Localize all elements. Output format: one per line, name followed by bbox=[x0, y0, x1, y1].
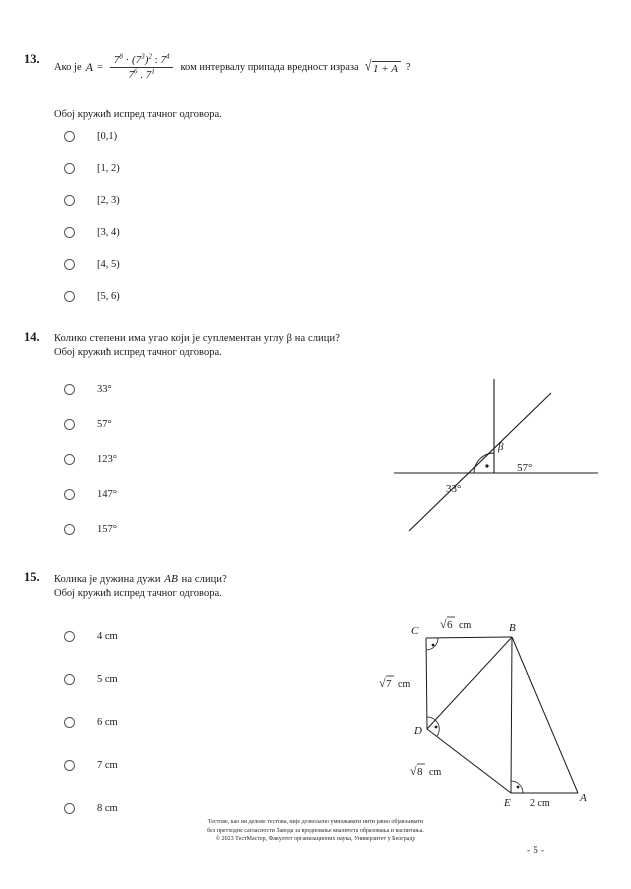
option-13-4[interactable] bbox=[64, 216, 120, 248]
footer-line-1: Тестове, као ни делове тестова, није дозвољено умножавати нити јавно објављивати bbox=[207, 819, 424, 825]
question-13-number: 13. bbox=[24, 52, 40, 66]
question-13-options bbox=[64, 120, 120, 312]
radicand-6: 6 bbox=[447, 619, 453, 631]
option-15-3-label: 6 cm bbox=[97, 717, 118, 728]
side-label-CB bbox=[440, 617, 471, 631]
side-label-DE bbox=[410, 764, 441, 778]
question-15-options bbox=[64, 615, 118, 830]
option-13-5-label: [4, 5) bbox=[97, 258, 120, 270]
fraction-denominator: $7^6$ . $7^1$ bbox=[128, 67, 155, 81]
question-15-segment: AB bbox=[164, 573, 178, 585]
radicand-7: 7 bbox=[386, 678, 392, 690]
option-15-1[interactable] bbox=[64, 615, 118, 658]
unit-6: cm bbox=[459, 620, 472, 631]
beta-label: β bbox=[498, 441, 504, 453]
radio-bubble-icon[interactable] bbox=[64, 454, 75, 465]
option-13-4-label: [3, 4) bbox=[97, 226, 120, 238]
sqrt-radicand: 1 + A bbox=[372, 61, 401, 75]
spiral-triangles-svg bbox=[378, 610, 608, 810]
right-angle-dot-icon-E bbox=[517, 786, 520, 789]
radio-bubble-icon[interactable] bbox=[64, 291, 75, 302]
radio-bubble-icon[interactable] bbox=[64, 259, 75, 270]
question-15-text bbox=[54, 572, 614, 587]
option-13-3[interactable] bbox=[64, 184, 120, 216]
option-14-3[interactable] bbox=[64, 442, 117, 477]
question-15-figure bbox=[378, 610, 608, 815]
fraction-numerator: $7^8 \cdot (7^3)^2$ : $7^4$ bbox=[110, 54, 174, 68]
radio-bubble-icon[interactable] bbox=[64, 227, 75, 238]
radio-bubble-icon[interactable] bbox=[64, 419, 75, 430]
radio-bubble-icon[interactable] bbox=[64, 760, 75, 771]
right-angle-dot-icon-C bbox=[432, 644, 435, 647]
unit-7: cm bbox=[398, 679, 411, 690]
option-13-3-label: [2, 3) bbox=[97, 194, 120, 206]
option-13-5[interactable] bbox=[64, 248, 120, 280]
right-angle-arc bbox=[474, 453, 494, 473]
option-15-5-label: 8 cm bbox=[97, 803, 118, 814]
footer-line-3: © 2023 ТестМастер, Факултет организационих наука, Универзитет у Београду bbox=[215, 836, 416, 842]
option-13-1-label: [0,1) bbox=[97, 130, 118, 142]
question-13-text bbox=[54, 54, 614, 81]
option-15-2-label: 5 cm bbox=[97, 674, 118, 685]
option-13-2[interactable] bbox=[64, 152, 120, 184]
radio-bubble-icon[interactable] bbox=[64, 163, 75, 174]
question-13-variable: A bbox=[85, 60, 93, 74]
side-label-EA: 2 cm bbox=[530, 798, 550, 809]
radio-bubble-icon[interactable] bbox=[64, 384, 75, 395]
question-15-text-before: Колика је дужина дужи bbox=[54, 574, 161, 585]
side-BE bbox=[511, 637, 512, 793]
question-13-instruction: Обој кружић испред тачног одговора. bbox=[54, 109, 222, 120]
radio-bubble-icon[interactable] bbox=[64, 674, 75, 685]
option-13-6[interactable] bbox=[64, 280, 120, 312]
footer-line-2: без претходне сагласности Завода за вредновање квалитета образовања и васпитања. bbox=[207, 827, 424, 834]
side-DE bbox=[427, 729, 511, 793]
question-13-fraction bbox=[110, 54, 174, 81]
question-13-question-mark: ? bbox=[405, 62, 411, 73]
option-14-3-label: 123° bbox=[97, 454, 117, 465]
radio-bubble-icon[interactable] bbox=[64, 489, 75, 500]
vertex-label-A: A bbox=[580, 792, 587, 804]
question-15-number: 15. bbox=[24, 570, 40, 584]
option-14-1-label: 33° bbox=[97, 384, 112, 395]
option-14-4[interactable] bbox=[64, 477, 117, 512]
side-label-CD bbox=[379, 676, 410, 690]
radical-icon-8: √ bbox=[410, 764, 417, 778]
option-13-1[interactable] bbox=[64, 120, 120, 152]
question-13-prompt-after: ком интервалу припада вредност израза bbox=[180, 62, 359, 73]
right-angle-arc-C bbox=[426, 638, 438, 650]
question-13-prompt-before: Ако је bbox=[54, 62, 82, 73]
angle-diagram-svg bbox=[386, 372, 622, 537]
radical-icon-7: √ bbox=[379, 676, 386, 690]
right-angle-dot-icon-D bbox=[435, 726, 438, 729]
question-14-instruction: Обој кружић испред тачног одговора. bbox=[54, 347, 222, 358]
vertex-label-B: B bbox=[509, 622, 516, 634]
option-13-6-label: [5, 6) bbox=[97, 290, 120, 302]
radio-bubble-icon[interactable] bbox=[64, 631, 75, 642]
vertex-label-E: E bbox=[504, 797, 511, 809]
radio-bubble-icon[interactable] bbox=[64, 131, 75, 142]
option-15-1-label: 4 cm bbox=[97, 631, 118, 642]
option-15-4[interactable] bbox=[64, 744, 118, 787]
side-DB bbox=[427, 637, 512, 729]
option-14-5-label: 157° bbox=[97, 524, 117, 535]
sqrt-expression bbox=[364, 58, 401, 75]
side-BA bbox=[512, 637, 578, 793]
option-14-1[interactable] bbox=[64, 372, 117, 407]
side-CD bbox=[426, 638, 427, 729]
angle-57-label: 57° bbox=[517, 462, 533, 474]
option-13-2-label: [1, 2) bbox=[97, 162, 120, 174]
right-angle-dot-icon bbox=[485, 464, 488, 467]
question-15-instruction: Обој кружић испред тачног одговора. bbox=[54, 588, 222, 599]
radio-bubble-icon[interactable] bbox=[64, 524, 75, 535]
question-14-options bbox=[64, 372, 117, 547]
radio-bubble-icon[interactable] bbox=[64, 803, 75, 814]
question-15-text-after: на слици? bbox=[181, 574, 227, 585]
page-number: - 5 - bbox=[527, 845, 545, 855]
radicand-8: 8 bbox=[417, 766, 423, 778]
option-15-2[interactable] bbox=[64, 658, 118, 701]
radio-bubble-icon[interactable] bbox=[64, 195, 75, 206]
vertex-label-D: D bbox=[414, 725, 422, 737]
side-CB bbox=[426, 637, 512, 638]
radical-icon-6: √ bbox=[440, 617, 447, 631]
option-14-2[interactable] bbox=[64, 407, 117, 442]
option-14-2-label: 57° bbox=[97, 419, 112, 430]
radio-bubble-icon[interactable] bbox=[64, 717, 75, 728]
option-14-4-label: 147° bbox=[97, 489, 117, 500]
option-15-3[interactable] bbox=[64, 701, 118, 744]
question-13-equals: = bbox=[96, 62, 103, 73]
question-14-number: 14. bbox=[24, 330, 40, 344]
option-14-5[interactable] bbox=[64, 512, 117, 547]
vertex-label-C: C bbox=[411, 625, 419, 637]
option-15-4-label: 7 cm bbox=[97, 760, 118, 771]
unit-8: cm bbox=[429, 767, 442, 778]
question-14-text: Колико степени има угао који је суплементан углу β на слици? bbox=[54, 333, 340, 344]
angle-33-label: 33° bbox=[446, 483, 462, 495]
footer bbox=[0, 818, 631, 844]
radical-icon: √ bbox=[364, 58, 372, 74]
question-14-figure bbox=[386, 372, 622, 542]
